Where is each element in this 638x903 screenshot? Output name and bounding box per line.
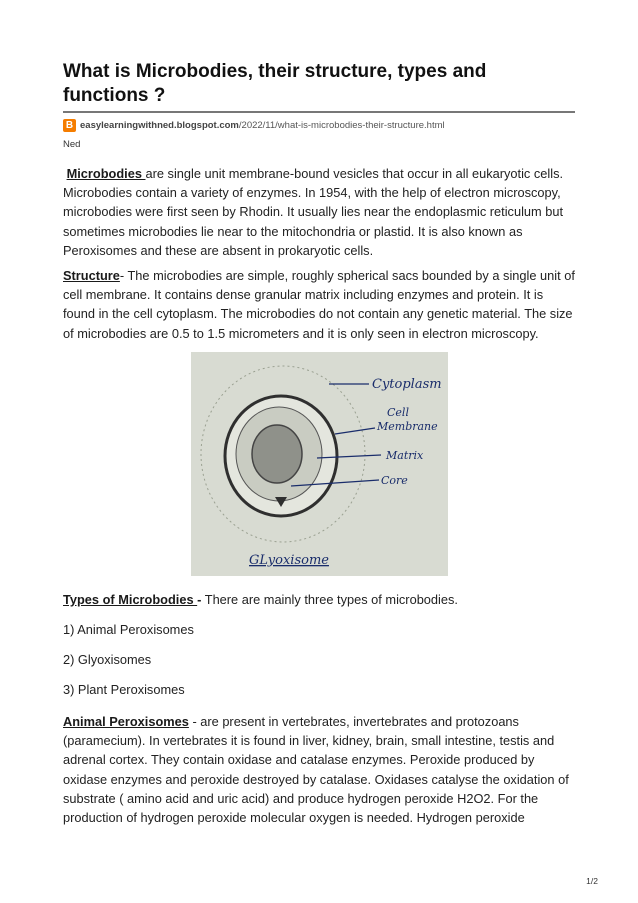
structure-keyword[interactable]: Structure [63,268,120,283]
label-cytoplasm: Cytoplasm [372,377,442,392]
label-cell: Cell [387,406,409,419]
structure-text: - The microbodies are simple, roughly spherical sacs bounded by a single unit of cell membrane. It contains dense granular matrix including enzymes and protein. It is found in the cell cytoplasm. The microbodies do not contain any genetic material. The size of microbodies are 0.5 to 1.5 micrometers and it is only seen in electron microscopy. [63,268,575,341]
membrane-pointer [335,428,375,434]
types-paragraph [63,590,575,609]
label-matrix: Matrix [386,449,424,462]
intro-paragraph [63,164,575,260]
glyoxisome-diagram [191,352,448,576]
intro-keyword[interactable]: Microbodies [66,166,146,181]
core-region [252,425,302,483]
list-item: 1) Animal Peroxisomes [63,622,194,637]
blogger-icon: B [63,119,76,132]
source-path[interactable]: /2022/11/what-is-microbodies-their-structure.html [238,119,445,131]
label-membrane: Membrane [377,420,438,433]
animal-text: - are present in vertebrates, invertebrates and protozoans (paramecium). In vertebrates it is found in liver, kidney, brain, small intestine, testis and adrenal cortex. They contain oxidase and catalase enzymes. Peroxide produced by oxidase enzymes and peroxide destroyed by catalase. Oxidases catalyse the oxidation of substrate ( amino acid and uric acid) and produce hydrogen peroxide H2O2. For the production of hydrogen peroxide molecular oxygen is needed. Hydrogen peroxide [63,714,569,826]
diagram-svg [191,352,448,576]
list-item: 3) Plant Peroxisomes [63,682,185,697]
list-item: 2) Glyoxisomes [63,652,152,667]
intro-text: are single unit membrane-bound vesicles that occur in all eukaryotic cells. Microbodies contain a variety of enzymes. In 1954, with the help of electron microscopy, microbodies were first seen by Rhodin. It usually lies near the endoplasmic reticulum but sometimes microbodies lie near to the mitochondria or plastid. It is also known as Peroxisomes and these are absent in prokaryotic cells. [63,166,564,258]
animal-paragraph [63,712,575,827]
page-number: 1/2 [586,876,598,886]
page-title: What is Microbodies, their structure, types and functions ? [63,61,487,106]
label-core: Core [381,474,408,487]
source-domain[interactable]: easylearningwithned.blogspot.com [80,119,239,131]
title-divider [63,111,575,113]
author-name: Ned [63,139,81,150]
animal-keyword[interactable]: Animal Peroxisomes [63,714,189,729]
source-line [63,117,445,133]
figure-caption: GLyoxisome [249,553,329,568]
types-keyword[interactable]: Types of Microbodies [63,592,198,607]
structure-paragraph [63,266,575,343]
types-text: There are mainly three types of microbodies. [201,592,458,607]
types-dash: - [197,592,202,607]
